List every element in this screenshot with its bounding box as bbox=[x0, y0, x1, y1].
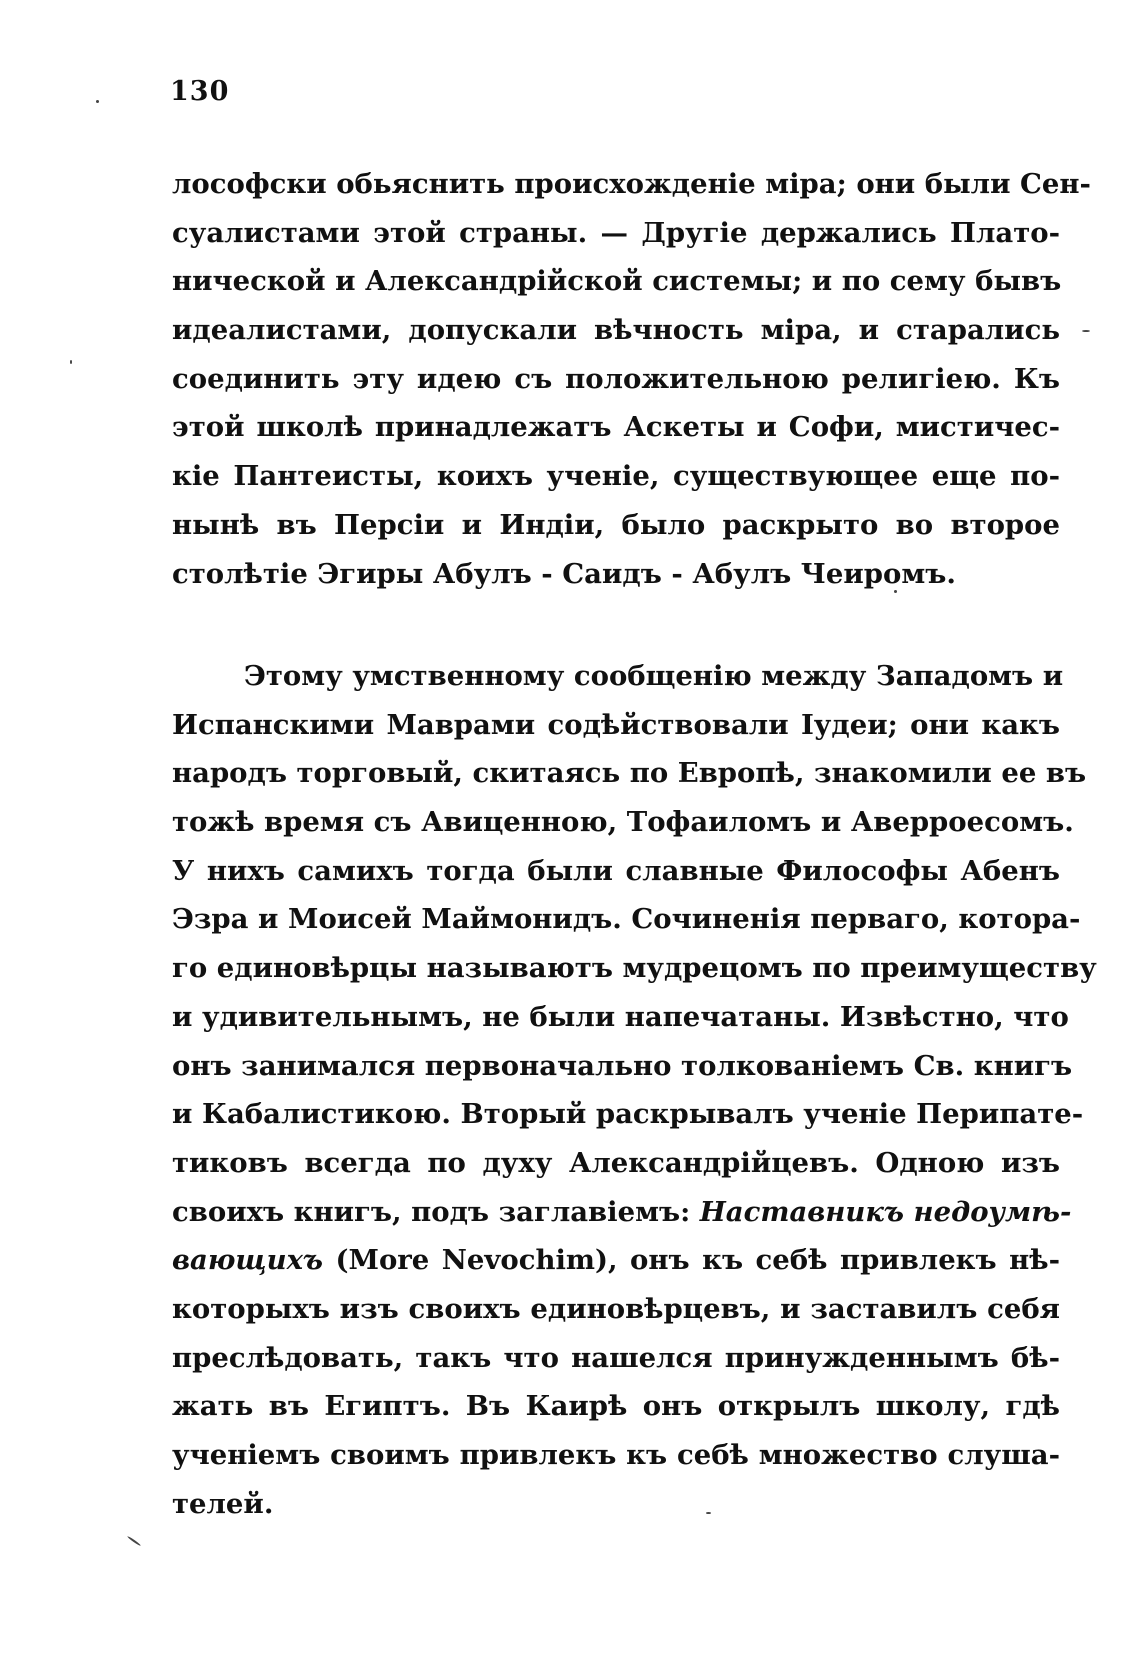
text-fragment: своихъ книгъ, подъ заглавіемъ: bbox=[172, 1195, 691, 1228]
print-speck bbox=[706, 1512, 711, 1514]
print-speck bbox=[127, 1536, 141, 1547]
text-line: Эзра и Моисей Маймонидъ. Сочиненія перваго, котора- bbox=[172, 903, 1081, 936]
text-line: этой школѣ принадлежатъ Аскеты и Софи, мистичес- bbox=[172, 411, 1060, 444]
text-line: соединить эту идею съ положительною религіею. Къ bbox=[172, 362, 1060, 395]
text-line: го единовѣрцы называютъ мудрецомъ по преимуществу bbox=[172, 952, 1097, 985]
text-line: нынѣ въ Персіи и Индіи, было раскрыто во второе bbox=[172, 508, 1060, 541]
text-line: тиковъ всегда по духу Александрійцевъ. Одною изъ bbox=[172, 1146, 1060, 1179]
text-line: онъ занимался первоначально толкованіемъ Св. книгъ bbox=[172, 1049, 1073, 1082]
text-line: идеалистами, допускали вѣчность міра, и старались bbox=[172, 314, 1060, 347]
book-title-italic: ва bbox=[172, 1244, 208, 1277]
text-fragment: (More Nevochim), онъ къ себѣ привлекъ нѣ- bbox=[323, 1244, 1060, 1277]
text-line-with-title bbox=[172, 1188, 1072, 1237]
text-line: лософски обьяснить происхожденіе міра; они были Сен- bbox=[172, 168, 1091, 200]
text-line: У нихъ самихъ тогда были славные Философы Абенъ bbox=[172, 854, 1060, 887]
text-line: Испанскими Маврами содѣйствовали Іудеи; они какъ bbox=[172, 708, 1060, 741]
text-line: и Кабалистикою. Вторый раскрывалъ ученіе Перипате- bbox=[172, 1098, 1084, 1131]
page-number: 130 bbox=[170, 76, 230, 107]
text-line-indented: Этому умственному сообщенію между Западомъ и bbox=[244, 660, 1064, 692]
paragraph-2 bbox=[172, 652, 1097, 1528]
text-line: нической и Александрійской системы; и по сему бывъ bbox=[172, 265, 1062, 298]
text-line: и удивительнымъ, не были напечатаны. Извѣстно, что bbox=[172, 1000, 1069, 1033]
print-speck bbox=[1082, 330, 1090, 332]
text-line: которыхъ изъ своихъ единовѣрцевъ, и заставилъ себя bbox=[172, 1292, 1060, 1325]
text-line: жать въ Египтъ. Въ Каирѣ онъ открылъ школу, гдѣ bbox=[172, 1390, 1060, 1423]
book-title-italic: ющихъ bbox=[207, 1244, 324, 1277]
text-line: тожѣ время съ Авиценною, Тофаиломъ и Аверроесомъ. bbox=[172, 806, 1074, 839]
text-line-with-title bbox=[172, 1236, 1060, 1285]
text-line: преслѣдовать, такъ что нашелся принужденнымъ бѣ- bbox=[172, 1341, 1060, 1374]
print-speck bbox=[70, 360, 72, 364]
text-line: телей. bbox=[172, 1487, 274, 1520]
book-title-italic: Наставникъ недоумѣ- bbox=[699, 1195, 1072, 1228]
print-speck bbox=[894, 590, 897, 593]
text-line: столѣтіе Эгиры Абулъ - Саидъ - Абулъ Чеиромъ. bbox=[172, 557, 956, 590]
text-line: суалистами этой страны. — Другіе держались Плато- bbox=[172, 216, 1060, 249]
text-line: ученіемъ своимъ привлекъ къ себѣ множество слуша- bbox=[172, 1439, 1060, 1471]
text-line: кіе Пантеисты, коихъ ученіе, существующее еще по- bbox=[172, 460, 1060, 493]
print-speck bbox=[96, 100, 99, 103]
paragraph-1 bbox=[172, 160, 1091, 598]
text-line: народъ торговый, скитаясь по Европѣ, знакомили ее въ bbox=[172, 757, 1087, 790]
